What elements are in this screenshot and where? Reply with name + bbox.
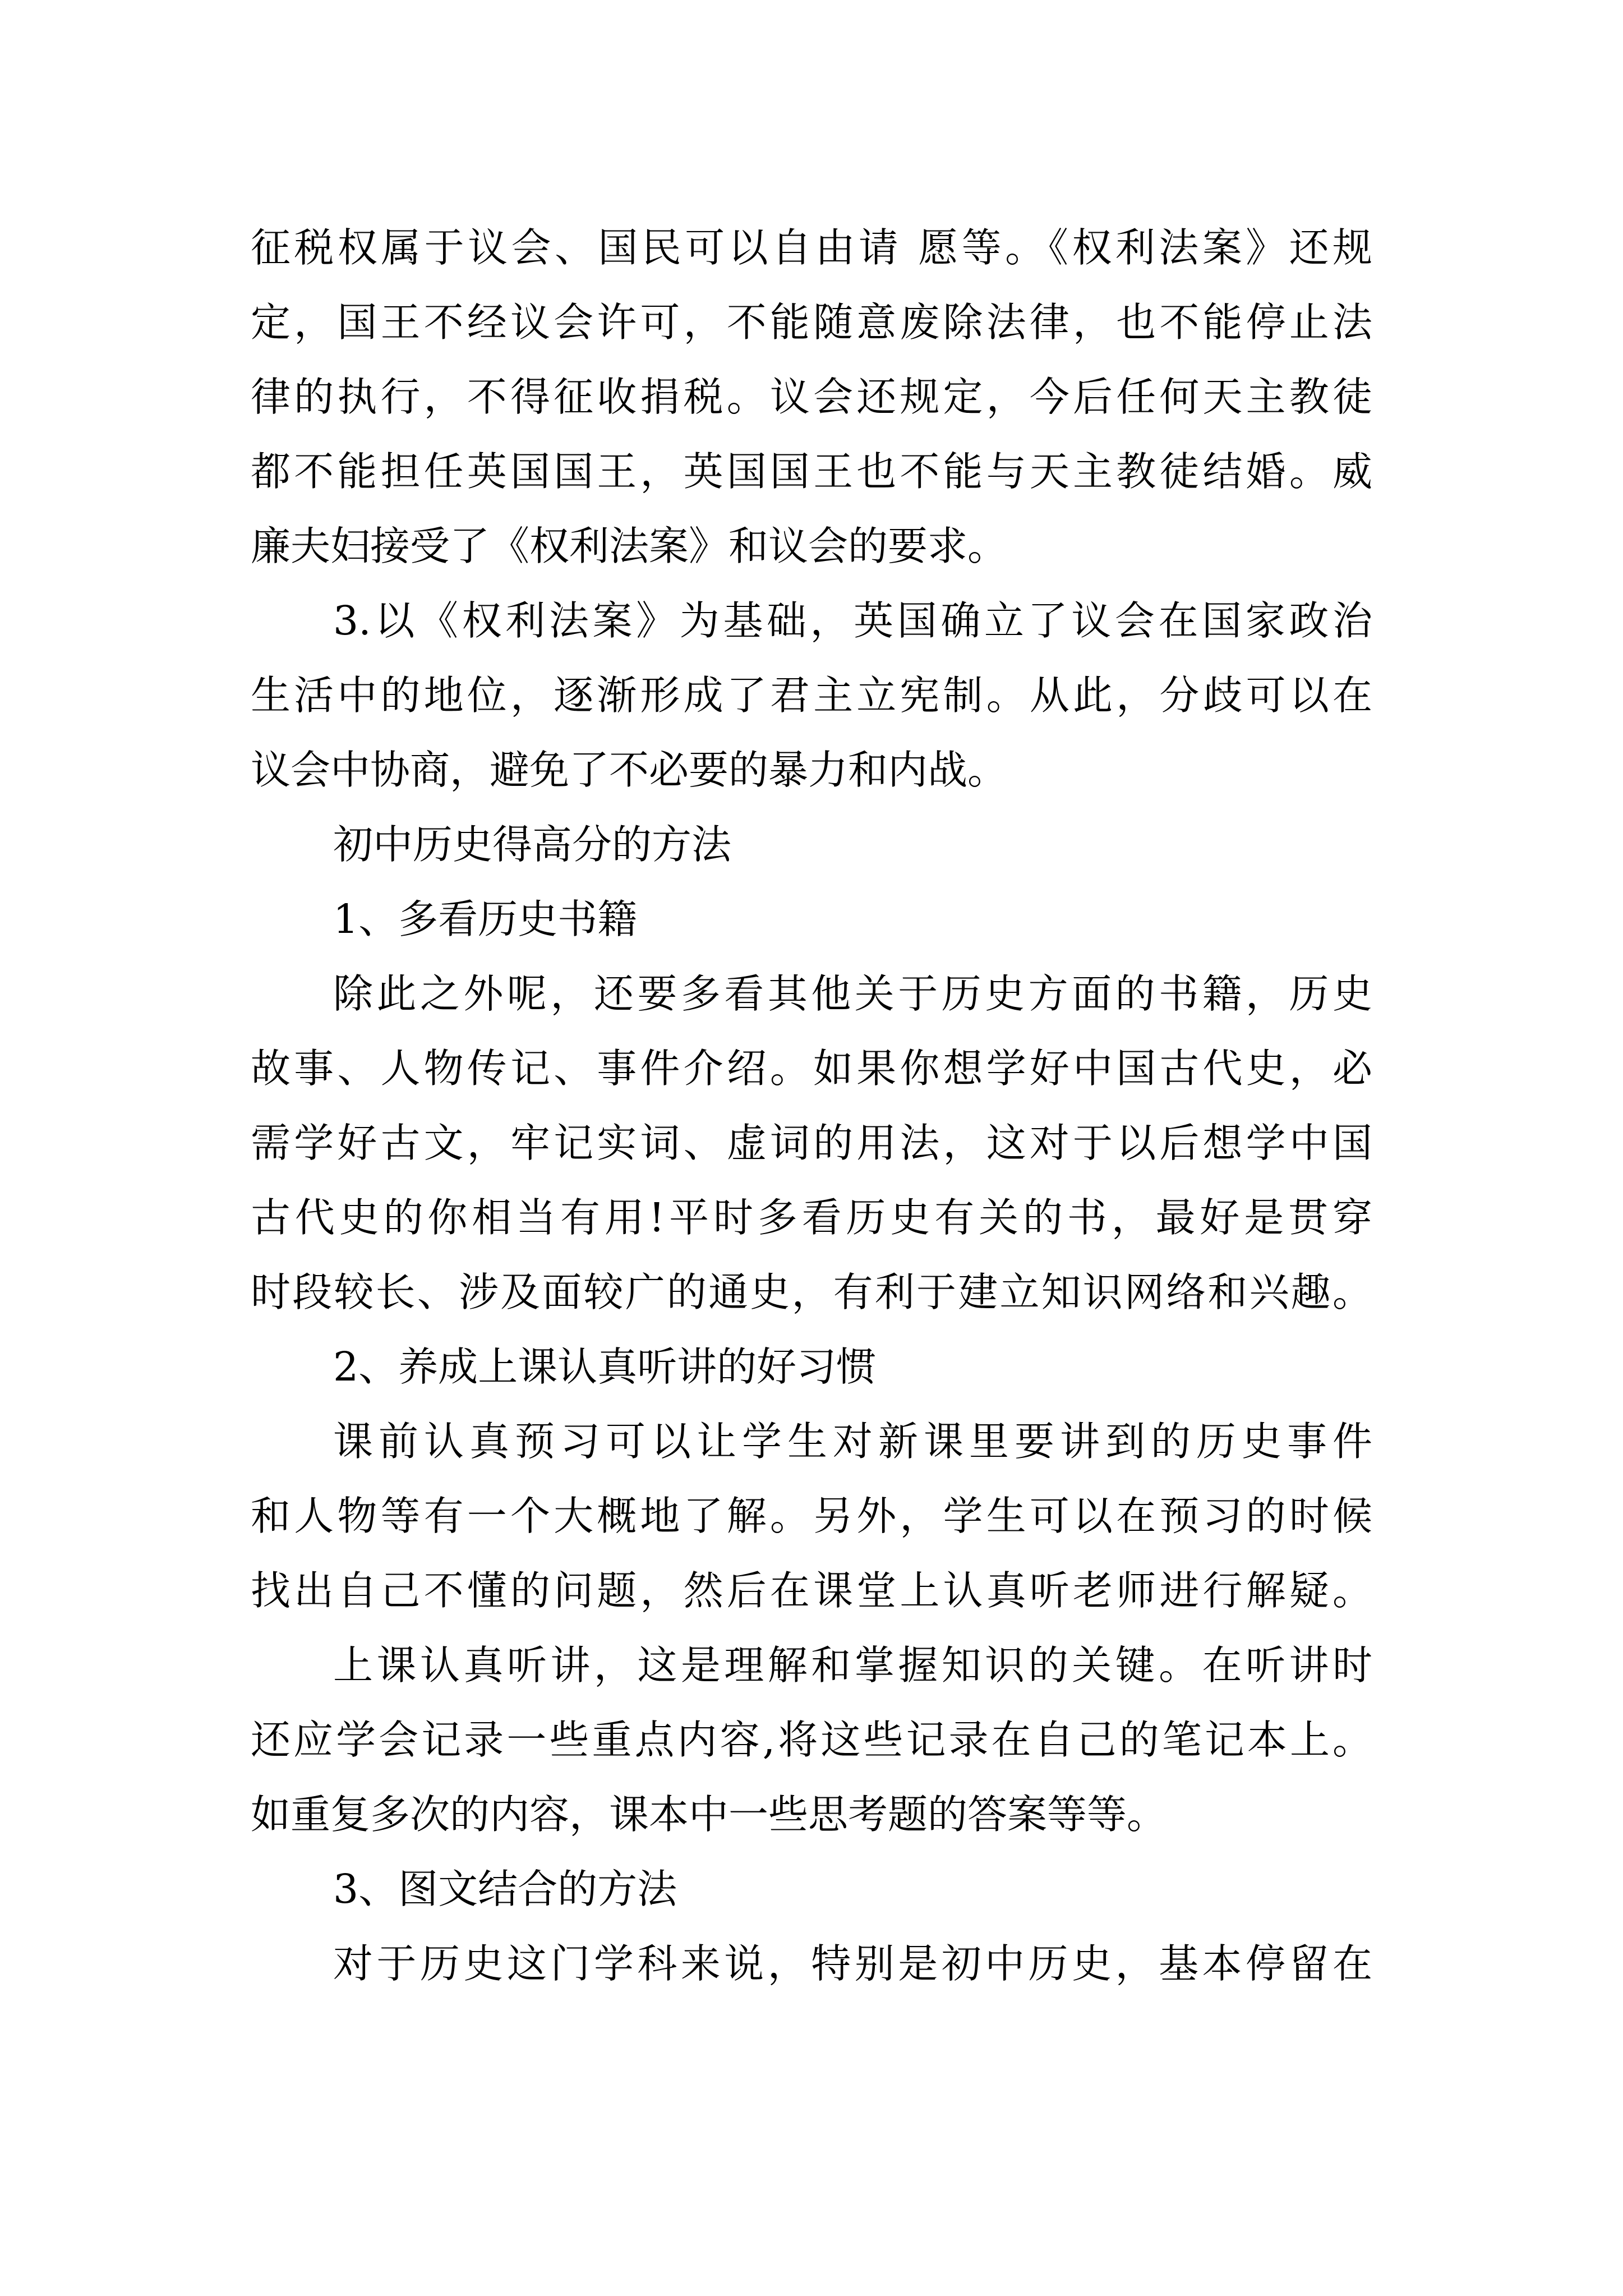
text-line: 还应学会记录一些重点内容,将这些记录在自己的笔记本上。 [251,1717,1372,1763]
text-line: 时段较长、涉及面较广的通史，有利于建立知识网络和兴趣。 [251,1269,1372,1315]
text-line: 如重复多次的内容，课本中一些思考题的答案等等。 [251,1791,1167,1838]
text-line: 律的执行，不得征收捐税。议会还规定，今后任何天主教徒 [251,374,1372,420]
subheading: 1、多看历史书籍 [333,896,638,942]
text-line: 和人物等有一个大概地了解。另外，学生可以在预习的时候 [251,1493,1372,1539]
subheading: 2、养成上课认真听讲的好习惯 [333,1343,877,1390]
subheading: 3、图文结合的方法 [333,1866,677,1912]
section-heading: 初中历史得高分的方法 [333,821,732,868]
text-line: 3.以《权利法案》为基础，英国确立了议会在国家政治 [333,597,1372,644]
text-line: 除此之外呢，还要多看其他关于历史方面的书籍，历史 [333,970,1372,1017]
text-line: 古代史的你相当有用!平时多看历史有关的书，最好是贯穿 [251,1194,1372,1241]
text-line: 议会中协商，避免了不必要的暴力和内战。 [251,747,1008,793]
text-line: 故事、人物传记、事件介绍。如果你想学好中国古代史，必 [251,1045,1372,1092]
text-line: 上课认真听讲，这是理解和掌握知识的关键。在听讲时 [333,1642,1372,1688]
text-line: 对于历史这门学科来说，特别是初中历史，基本停留在 [333,1940,1372,1987]
text-line: 都不能担任英国国王，英国国王也不能与天主教徒结婚。威 [251,448,1372,495]
text-line: 廉夫妇接受了《权利法案》和议会的要求。 [251,523,1008,569]
text-line: 课前认真预习可以让学生对新课里要讲到的历史事件 [333,1418,1372,1465]
text-line: 需学好古文，牢记实词、虚词的用法，这对于以后想学中国 [251,1120,1372,1166]
text-line: 找出自己不懂的问题，然后在课堂上认真听老师进行解疑。 [251,1567,1372,1614]
text-line: 定，国王不经议会许可，不能随意废除法律，也不能停止法 [251,299,1372,346]
text-line: 生活中的地位，逐渐形成了君主立宪制。从此，分歧可以在 [251,672,1372,719]
text-line: 征税权属于议会、国民可以自由请 愿等。《权利法案》还规 [251,224,1372,271]
